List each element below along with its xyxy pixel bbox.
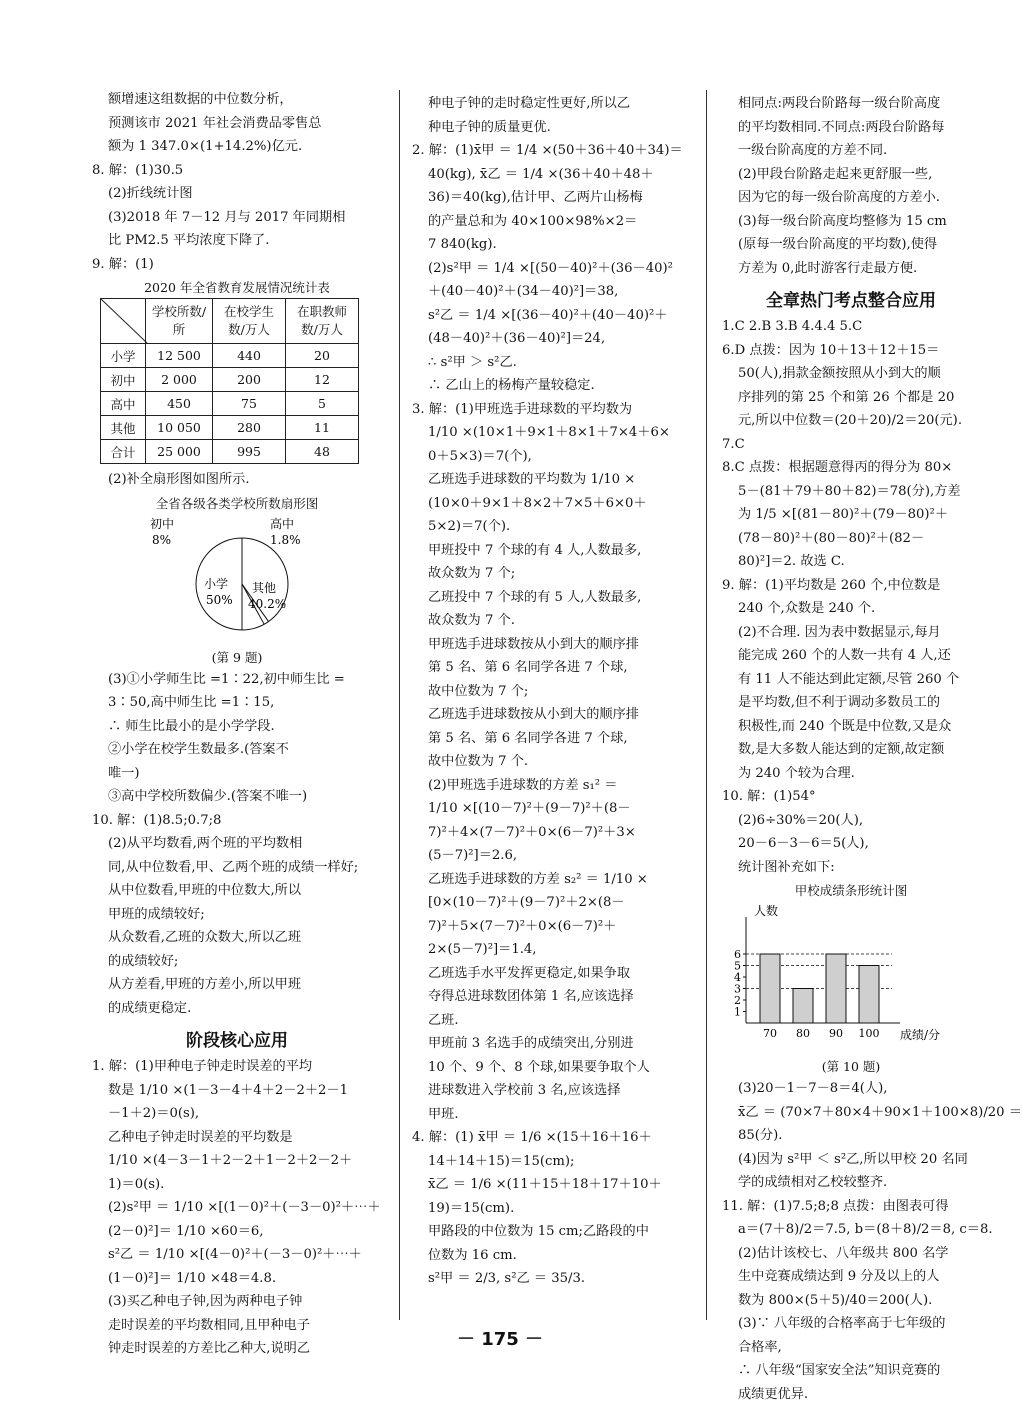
text-line: ∴ 师生比最小的是小学学段.	[108, 718, 275, 734]
text-line: 生中竞赛成绩达到 9 分及以上的人	[738, 1269, 940, 1284]
pie-label: 其他	[252, 580, 277, 595]
table-cell: 20	[286, 344, 359, 368]
text-line: 额增速这组数据的中位数分析，	[108, 92, 293, 107]
text-line: 故众数为 7 个;	[428, 566, 516, 581]
text-line: ∴ s²甲 ＞ s²乙.	[428, 354, 517, 370]
text-line: 因为它的每一级台阶高度的方差小.	[738, 190, 941, 205]
text-line: (2)不合理. 因为表中数据显示,每月	[738, 624, 941, 640]
text-line: 40(kg), x̄乙 ＝ 1/4 ×(36＋40＋48＋	[428, 166, 654, 182]
table-row	[101, 440, 359, 464]
text-line: 1)＝0(s).	[108, 1176, 165, 1192]
chart-title: 甲校成绩条形统计图	[794, 883, 908, 898]
text-line: x̄乙 ＝ 1/6 ×(11＋15＋18＋17＋10＋	[428, 1177, 662, 1192]
pie-label: 40.2%	[248, 596, 287, 611]
text-line: 成绩更优异.	[738, 1386, 809, 1402]
table-header: 在职教师数/万人	[286, 299, 359, 344]
core-answers	[92, 1055, 382, 1361]
text-line: 为 240 个较为合理.	[738, 765, 855, 781]
text-line: (10×0＋9×1＋8×2＋7×5＋6×0＋	[428, 495, 647, 511]
text-line: 是平均数,但不利于调动多数员工的	[738, 695, 941, 710]
text-line: 故众数为 7 个.	[428, 613, 515, 628]
text-line: (原每一级台阶高度的平均数),使得	[738, 237, 938, 252]
text-line: 的成绩更稳定.	[108, 1000, 192, 1016]
text-line: 额为 1 347.0×(1+14.2%)亿元.	[108, 139, 303, 154]
text-line: 的产量总和为 40×100×98%×2＝	[428, 213, 638, 229]
text-line: (3)买乙种电子钟,因为两种电子钟	[108, 1294, 303, 1309]
y-tick-label: 1	[734, 1005, 741, 1019]
bar-chart	[722, 901, 980, 1051]
text-line: 第 5 名、第 6 名同学各进 7 个球,	[428, 730, 628, 746]
text-line: 能完成 260 个的人数一共有 4 人,还	[738, 648, 951, 663]
text-line: ∴ 乙山上的杨梅产量较稳定.	[428, 378, 595, 393]
x-tick-label: 90	[829, 1027, 843, 1040]
text-line: 1/10 ×[(10－7)²＋(9－7)²＋(8－	[428, 801, 631, 816]
text-line: 数为 800×(5＋5)/40＝200(人).	[738, 1292, 933, 1308]
text-line: －1＋2)＝0(s),	[108, 1106, 200, 1121]
text-line: (78－80)²＋(80－80)²＋(82－	[738, 530, 925, 546]
text-line: ②小学在校学生数最多.(答案不	[108, 742, 289, 757]
text-line: 20－6－3－6＝5(人),	[738, 836, 869, 851]
pie-label: 小学	[204, 576, 229, 591]
answer-block	[412, 92, 682, 1291]
text-line: 10. 解：(1)8.5;0.7;8	[92, 812, 222, 828]
text-line: 数,是大多数人能达到的定额,故定额	[738, 742, 945, 757]
text-line: a＝(7＋8)/2＝7.5, b＝(8＋8)/2＝8, c＝8.	[738, 1222, 993, 1237]
table-header: 学校所数/所	[146, 299, 213, 344]
table-cell: 11	[286, 416, 359, 440]
text-line: 统计图补充如下:	[738, 859, 835, 875]
text-line: (2)s²甲 ＝ 1/10 ×[(1－0)²＋(－3－0)²＋⋯＋	[108, 1200, 381, 1215]
answer-block	[722, 92, 980, 280]
y-axis-label: 人数	[754, 904, 779, 918]
education-table	[100, 298, 359, 464]
text-line: 6.D 点拨：因为 10＋13＋12＋15＝	[722, 342, 940, 358]
text-line: 故中位数为 7 个.	[428, 754, 529, 769]
text-line: 从众数看,乙班的众数大,所以乙班	[108, 930, 302, 945]
text-line: (48－40)²＋(36－40)²]＝24,	[428, 331, 606, 346]
table-body	[101, 344, 359, 464]
text-line: 1/10 ×(10×1＋9×1＋8×1＋7×4＋6×	[428, 425, 670, 440]
text-line: 预测该市 2021 年社会消费品零售总	[108, 115, 322, 131]
text-line: 80)²]＝2. 故选 C.	[738, 554, 845, 569]
text-line: 位数为 16 cm.	[428, 1247, 517, 1263]
text-line: 甲班前 3 名选手的成绩突出,分别进	[428, 1036, 634, 1051]
text-line: 甲班选手进球数按从小到大的顺序排	[428, 636, 639, 652]
text-line: ＋(40－40)²＋(34－40)²]＝38,	[428, 284, 619, 299]
column-1	[92, 88, 382, 1408]
column-3	[722, 92, 1022, 1412]
table-cell: 48	[286, 440, 359, 464]
text-line: (2)估计该校七、八年级共 800 名学	[738, 1245, 949, 1261]
text-line: 5－(81＋79＋80＋82)＝78(分),方差	[738, 483, 961, 499]
text-line: 比 PM2.5 平均浓度下降了.	[108, 233, 270, 248]
text-line: 故中位数为 7 个;	[428, 683, 529, 699]
table-row	[101, 392, 359, 416]
text-line: 3. 解：(1)甲班选手进球数的平均数为	[412, 401, 633, 417]
table-cell: 75	[213, 392, 286, 416]
answer-q9-cont	[92, 668, 382, 809]
y-tick-label: 5	[734, 959, 741, 973]
text-line: (2)甲段台阶路走起来更舒服一些,	[738, 166, 933, 182]
bar	[859, 966, 879, 1024]
text-line: 7 840(kg).	[428, 237, 497, 252]
text-line: 乙种电子钟走时误差的平均数是	[108, 1129, 293, 1145]
text-line: 14＋14＋15)＝15(cm);	[428, 1153, 575, 1169]
text-line: (4)因为 s²甲 ＜ s²乙,所以甲校 20 名同	[738, 1151, 968, 1167]
text-line: (2)折线统计图	[108, 186, 193, 201]
table-cell: 450	[146, 392, 213, 416]
text-line: 种电子钟的质量更优.	[428, 119, 551, 135]
table-row	[101, 344, 359, 368]
text-line: (2)甲班选手进球数的方差 s₁² ＝	[428, 777, 618, 793]
text-line: 合格率,	[738, 1339, 782, 1355]
text-line: 数是 1/10 ×(1－3－4＋4＋2－2＋2－1	[108, 1082, 349, 1098]
diagonal-line	[101, 299, 147, 343]
table-cell: 12	[286, 368, 359, 392]
text-line: (3)∵ 八年级的合格率高于七年级的	[738, 1316, 946, 1331]
text-line: (1－0)²]＝ 1/10 ×48＝4.8.	[108, 1270, 277, 1286]
text-line: s²甲 ＝ 2/3, s²乙 ＝ 35/3.	[428, 1271, 586, 1286]
text-line: 夺得总进球数团体第 1 名,应该选择	[428, 989, 634, 1004]
page-number: － 175 －	[456, 1329, 544, 1350]
text-line: (5－7)²]＝2.6,	[428, 848, 518, 863]
pie-label: 50%	[206, 592, 233, 607]
text-line: 唯一)	[108, 765, 140, 781]
text-line: 8.C 点拨：根据题意得丙的得分为 80×	[722, 460, 953, 475]
text-line: 走时误差的平均数相同,且甲种电子	[108, 1317, 311, 1333]
table-cell: 10 050	[146, 416, 213, 440]
table-cell: 440	[213, 344, 286, 368]
table-cell: 其他	[101, 416, 146, 440]
text-line: (2)6÷30%＝20(人),	[738, 812, 864, 828]
text-line: 7)²＋4×(7－7)²＋0×(6－7)²＋3×	[428, 824, 636, 840]
text-line: 同,从中位数看,甲、乙两个班的成绩一样好;	[108, 859, 359, 875]
text-line: (2－0)²]＝ 1/10 ×60＝6,	[108, 1223, 264, 1239]
answer-q9-label: 9. 解：(1)	[92, 256, 154, 272]
text-line: 相同点:两段台阶路每一级台阶高度	[738, 96, 941, 111]
text-line: (3)20－1－7－8＝4(人),	[738, 1081, 888, 1096]
table-cell: 合计	[101, 440, 146, 464]
text-line: 从方差看,甲班的方差小,所以甲班	[108, 977, 302, 992]
text-line: 学的成绩相对乙校较整齐.	[738, 1175, 888, 1190]
text-line: (3)①小学师生比 =1∶22,初中师生比 =	[108, 671, 345, 687]
y-tick-label: 4	[734, 971, 741, 984]
text-line: 9. 解：(1)平均数是 260 个,中位数是	[722, 577, 941, 593]
table-cell: 2 000	[146, 368, 213, 392]
y-tick-label: 2	[734, 994, 741, 1007]
text-line: 有 11 人不能达到此定额,尽管 260 个	[738, 671, 960, 687]
text-line: [0×(10－7)²＋(9－7)²＋2×(8－	[428, 895, 625, 910]
pie-chart	[92, 514, 382, 642]
text-line: 钟走时误差的方差比乙种大,说明乙	[108, 1341, 311, 1356]
bar	[760, 954, 780, 1023]
text-line: 的成绩较好;	[108, 953, 179, 969]
table-row	[101, 368, 359, 392]
pie-label: 1.8%	[270, 532, 301, 547]
text-line: 8. 解：(1)30.5	[92, 162, 184, 178]
text-line: 元,所以中位数＝(20＋20)/2＝20(元).	[738, 413, 963, 428]
table-header: 在校学生数/万人	[213, 299, 286, 344]
answer-q8	[92, 159, 382, 253]
text-line: 甲路段的中位数为 15 cm;乙路段的中	[428, 1224, 649, 1239]
table-cell: 5	[286, 392, 359, 416]
x-tick-label: 100	[858, 1027, 880, 1040]
table-cell: 280	[213, 416, 286, 440]
text-line: 种电子钟的走时稳定性更好,所以乙	[428, 96, 631, 111]
text-line: 11. 解：(1)7.5;8;8 点拨：由图表可得	[722, 1198, 949, 1214]
text-line: 10 个、9 个、8 个球,如果要争取个人	[428, 1059, 650, 1075]
table-cell: 200	[213, 368, 286, 392]
text-line: 2. 解：(1)x̄甲 ＝ 1/4 ×(50＋36＋40＋34)＝	[412, 143, 683, 158]
text-line: 甲班投中 7 个球的有 4 人,人数最多,	[428, 542, 642, 558]
text-line: x̄乙 ＝ (70×7＋80×4＋90×1＋100×8)/20 ＝	[738, 1104, 1022, 1120]
text-line: 为 1/5 ×[(81－80)²＋(79－80)²＋	[738, 507, 949, 522]
text-line: 19)＝15(cm).	[428, 1200, 515, 1216]
text-line: 进球数进入学校前 3 名,应该选择	[428, 1083, 621, 1098]
text-line: (2)s²甲 ＝ 1/4 ×[(50－40)²＋(36－40)²	[428, 260, 673, 276]
bar	[793, 989, 813, 1024]
pie-label: 高中	[270, 516, 295, 531]
chart-caption: (第 10 题)	[821, 1059, 881, 1074]
text-line: 乙班.	[428, 1012, 459, 1028]
y-tick-label: 3	[734, 982, 741, 996]
table-row	[101, 416, 359, 440]
text-line: 0＋5×3)＝7(个),	[428, 448, 532, 464]
text-line: 甲班.	[428, 1106, 459, 1122]
table-cell: 高中	[101, 392, 146, 416]
text-line: 乙班选手水平发挥更稳定,如果争取	[428, 965, 631, 981]
text-line: 积极性,而 240 个既是中位数,又是众	[738, 718, 952, 734]
text-line: 7)²＋5×(7－7)²＋0×(6－7)²＋	[428, 918, 617, 934]
column-divider	[399, 90, 400, 1320]
pie-caption: (第 9 题)	[211, 649, 263, 665]
text-line: 序排列的第 25 个和第 26 个都是 20	[738, 389, 955, 405]
text-line: ∴ 八年级“国家安全法”知识竞赛的	[738, 1363, 941, 1378]
answer-block	[722, 315, 980, 879]
text-line: (3)每一级台阶高度均整修为 15 cm	[738, 213, 947, 229]
text-line: 第 5 名、第 6 名同学各进 7 个球,	[428, 660, 628, 675]
x-tick-label: 70	[763, 1027, 777, 1040]
text-line: 乙班选手进球数的平均数为 1/10 ×	[428, 472, 636, 487]
text-line: 50(人),捐款金额按照从小到大的顺	[738, 366, 941, 381]
text-line: 1/10 ×(4－3－1＋2－2＋1－2＋2－2＋	[108, 1153, 353, 1168]
y-tick-label: 6	[734, 948, 741, 961]
text-line: 10. 解：(1)54°	[722, 789, 816, 804]
x-tick-label: 80	[796, 1027, 810, 1040]
text-line: 的平均数相同.不同点:两段台阶路每	[738, 119, 945, 135]
table-cell: 995	[213, 440, 286, 464]
text-line: 36)＝40(kg),估计甲、乙两片山杨梅	[428, 190, 643, 205]
text-line: 从中位数看,甲班的中位数大,所以	[108, 883, 302, 898]
text-line: (3)2018 年 7－12 月与 2017 年同期相	[108, 209, 346, 225]
text-line: 方差为 0,此时游客行走最方便.	[738, 260, 918, 276]
pie-label: 8%	[152, 532, 172, 547]
text-line: 乙班选手进球数按从小到大的顺序排	[428, 707, 639, 722]
bar	[826, 954, 846, 1023]
text-line: s²乙 ＝ 1/4 ×[(36－40)²＋(40－40)²＋	[428, 307, 668, 323]
text-line: 85(分).	[738, 1128, 783, 1143]
text-line: 3∶50,高中师生比 =1∶15,	[108, 695, 275, 710]
pie-label: 初中	[150, 516, 175, 531]
column-2	[412, 92, 682, 1412]
x-axis-label: 成绩/分	[900, 1028, 941, 1042]
text-line: 240 个,众数是 240 个.	[738, 601, 876, 616]
section-heading: 全章热门考点整合应用	[766, 291, 936, 311]
text-line: 2×(5－7)²]＝1.4,	[428, 942, 537, 957]
answer-q10	[92, 809, 382, 1021]
text-line: 1. 解：(1)甲种电子钟走时误差的平均	[92, 1059, 313, 1074]
table-corner-cell	[101, 299, 146, 344]
table-cell: 25 000	[146, 440, 213, 464]
text-line: 一级台阶高度的方差不同.	[738, 143, 888, 158]
text-line: ③高中学校所数偏少.(答案不唯一)	[108, 789, 308, 804]
text-line: 乙班投中 7 个球的有 5 人,人数最多,	[428, 589, 642, 605]
text-line: 1.C 2.B 3.B 4.4.4 5.C	[722, 319, 863, 334]
section-heading: 阶段核心应用	[186, 1031, 288, 1051]
column-divider	[706, 90, 707, 1320]
text-line: 4. 解：(1) x̄甲 ＝ 1/6 ×(15＋16＋16＋	[412, 1130, 652, 1145]
table-cell: 小学	[101, 344, 146, 368]
text-line: 5×2)＝7(个).	[428, 519, 511, 534]
table-cell: 初中	[101, 368, 146, 392]
text-line: 乙班选手进球数的方差 s₂² ＝ 1/10 ×	[428, 871, 648, 887]
answer-block	[92, 88, 382, 159]
table-cell: 12 500	[146, 344, 213, 368]
pie-title: 全省各级各类学校所数扇形图	[155, 495, 319, 511]
text-line: 甲班的成绩较好;	[108, 906, 205, 922]
pie-intro: (2)补全扇形图如图所示.	[108, 472, 250, 487]
text-line: 7.C	[722, 436, 745, 452]
text-line: (2)从平均数看,两个班的平均数相	[108, 836, 303, 851]
table-title: 2020 年全省教育发展情况统计表	[144, 280, 330, 295]
answer-block	[722, 1077, 1022, 1406]
text-line: s²乙 ＝ 1/10 ×[(4－0)²＋(－3－0)²＋⋯＋	[108, 1247, 362, 1262]
